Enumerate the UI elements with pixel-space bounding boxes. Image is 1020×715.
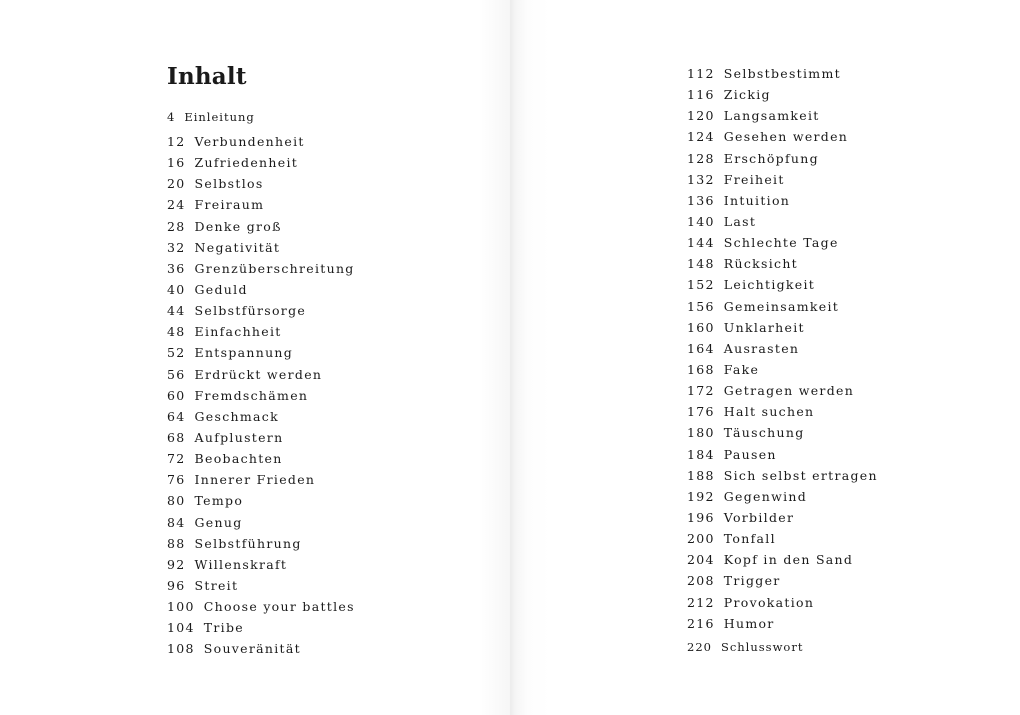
toc-page-number: 164 [687, 340, 715, 356]
toc-page-number: 28 [167, 218, 186, 234]
toc-entry-label: Fake [723, 361, 760, 377]
toc-entry-label: Selbstlos [194, 176, 264, 192]
toc-page-number: 56 [167, 366, 186, 382]
toc-page-number: 180 [687, 425, 715, 441]
toc-page-number: 128 [687, 150, 715, 166]
toc-entry [687, 148, 878, 169]
toc-entry-label: Sich selbst ertragen [723, 467, 878, 483]
toc-entry-label: Ausrasten [723, 340, 800, 356]
toc-entry [687, 380, 878, 401]
toc-entry-label: Souveränität [203, 641, 301, 657]
toc-entry [687, 338, 878, 359]
toc-entry [167, 385, 355, 406]
toc-entry [167, 427, 355, 448]
toc-page-number: 200 [687, 531, 715, 547]
toc-entry [687, 465, 878, 486]
toc-entry-label: Entspannung [194, 345, 294, 361]
toc-page-number: 52 [167, 345, 186, 361]
toc-entry [687, 549, 878, 570]
toc-entry-label: Grenzüberschreitung [194, 260, 355, 276]
toc-entry [687, 253, 878, 274]
toc-entry-label: Vorbilder [723, 509, 795, 525]
toc-entry [167, 554, 355, 575]
toc-entry [167, 533, 355, 554]
toc-page-number: 124 [687, 129, 715, 145]
toc-page-number: 92 [167, 556, 186, 572]
toc-page-number: 188 [687, 467, 715, 483]
toc-page-number: 68 [167, 429, 186, 445]
toc-entry [687, 126, 878, 147]
toc-entry-label: Denke groß [194, 218, 282, 234]
toc-entry [167, 237, 355, 258]
toc-page-number: 216 [687, 615, 715, 631]
toc-entry-label: Humor [723, 615, 775, 631]
toc-page-number: 152 [687, 277, 715, 293]
toc-entry [167, 512, 355, 533]
toc-entry [687, 317, 878, 338]
toc-entry [167, 406, 355, 427]
toc-entry-label: Erschöpfung [723, 150, 819, 166]
toc-entry [687, 592, 878, 613]
toc-entry-label: Langsamkeit [723, 108, 820, 124]
toc-entry [687, 232, 878, 253]
toc-entry-label: Verbundenheit [194, 134, 305, 149]
toc-entry [687, 296, 878, 317]
toc-page-number: 176 [687, 404, 715, 420]
toc-list-left [167, 131, 355, 660]
toc-page-number: 120 [687, 108, 715, 124]
toc-entry-label: Gesehen werden [723, 129, 849, 145]
toc-page-number: 208 [687, 573, 715, 589]
toc-entry-label: Intuition [723, 192, 791, 208]
toc-entry-label: Choose your battles [203, 599, 355, 615]
toc-entry [687, 613, 878, 634]
toc-page-number: 108 [167, 641, 195, 657]
toc-page-number: 160 [687, 319, 715, 335]
toc-entry [167, 300, 355, 321]
toc-entry-intro [167, 110, 255, 124]
toc-entry-label: Leichtigkeit [723, 277, 816, 293]
toc-entry [167, 152, 355, 173]
toc-page-number: 96 [167, 577, 186, 593]
toc-page-number: 20 [167, 176, 186, 192]
toc-entry [167, 258, 355, 279]
toc-entry-label: Zickig [723, 87, 771, 103]
toc-entry-label: Freiraum [194, 197, 265, 213]
toc-page-number: 184 [687, 446, 715, 462]
toc-page-number: 220 [687, 640, 712, 654]
toc-entry-label: Provokation [723, 594, 815, 610]
toc-page-number: 192 [687, 488, 715, 504]
toc-entry [687, 105, 878, 126]
toc-page-number: 172 [687, 383, 715, 399]
toc-page-number: 156 [687, 298, 715, 314]
toc-page-number: 12 [167, 134, 186, 149]
toc-entry [167, 490, 355, 511]
toc-page-number: 88 [167, 535, 186, 551]
toc-page-number: 212 [687, 594, 715, 610]
toc-page-number: 116 [687, 87, 715, 103]
toc-page-number: 112 [687, 66, 715, 81]
toc-entry-label: Pausen [723, 446, 777, 462]
toc-page-number: 148 [687, 256, 715, 272]
toc-entry-label: Getragen werden [723, 383, 855, 399]
toc-entry [687, 444, 878, 465]
toc-page-number: 76 [167, 472, 186, 488]
toc-entry-label: Schlechte Tage [723, 235, 839, 251]
toc-page-number: 136 [687, 192, 715, 208]
toc-page-number: 144 [687, 235, 715, 251]
toc-entry [687, 211, 878, 232]
toc-entry-label: Freiheit [723, 171, 785, 187]
toc-page-number: 80 [167, 493, 186, 509]
toc-page-number: 36 [167, 260, 186, 276]
toc-entry-label: Beobachten [194, 451, 283, 467]
toc-entry-label: Einleitung [184, 110, 255, 124]
toc-entry-label: Kopf in den Sand [723, 552, 854, 568]
toc-entry-label: Geduld [194, 281, 248, 297]
toc-entry-label: Last [723, 213, 757, 229]
toc-entry [687, 169, 878, 190]
toc-entry [167, 596, 355, 617]
toc-page-number: 196 [687, 509, 715, 525]
toc-page-number: 4 [167, 110, 176, 124]
toc-entry-label: Zufriedenheit [194, 155, 299, 171]
toc-page-number: 104 [167, 620, 195, 636]
toc-page-number: 100 [167, 599, 195, 615]
toc-entry-label: Täuschung [723, 425, 805, 441]
toc-entry-label: Gegenwind [723, 488, 808, 504]
toc-page-number: 72 [167, 451, 186, 467]
toc-page-number: 16 [167, 155, 186, 171]
toc-entry-label: Selbstfürsorge [194, 303, 307, 319]
toc-entry [167, 342, 355, 363]
toc-entry-label: Aufplustern [194, 429, 284, 445]
toc-entry [687, 274, 878, 295]
toc-entry-label: Willenskraft [194, 556, 288, 572]
toc-entry [167, 131, 355, 152]
toc-entry-label: Streit [194, 577, 239, 593]
toc-entry-label: Selbstführung [194, 535, 302, 551]
toc-entry [687, 422, 878, 443]
toc-entry [687, 359, 878, 380]
toc-entry-label: Innerer Frieden [194, 472, 316, 488]
toc-entry [687, 528, 878, 549]
toc-entry-label: Negativität [194, 239, 281, 255]
toc-entry [167, 194, 355, 215]
toc-entry [167, 279, 355, 300]
page-title: Inhalt [167, 63, 247, 90]
toc-entry-label: Tonfall [723, 531, 776, 547]
toc-page-number: 32 [167, 239, 186, 255]
toc-entry [167, 216, 355, 237]
toc-page-number: 132 [687, 171, 715, 187]
toc-page-number: 60 [167, 387, 186, 403]
toc-entry-label: Genug [194, 514, 243, 530]
toc-entry [687, 84, 878, 105]
toc-page-number: 204 [687, 552, 715, 568]
toc-entry [687, 401, 878, 422]
toc-entry-label: Selbstbestimmt [723, 66, 841, 81]
toc-entry [167, 469, 355, 490]
toc-entry [687, 190, 878, 211]
toc-page-number: 140 [687, 213, 715, 229]
toc-entry [167, 448, 355, 469]
toc-page-number: 84 [167, 514, 186, 530]
toc-entry [167, 575, 355, 596]
toc-page-number: 64 [167, 408, 186, 424]
toc-entry [167, 638, 355, 659]
toc-entry [167, 321, 355, 342]
toc-entry-label: Tribe [203, 620, 244, 636]
toc-entry-label: Tempo [194, 493, 244, 509]
toc-entry [687, 63, 878, 84]
toc-entry-label: Gemeinsamkeit [723, 298, 840, 314]
toc-entry [167, 364, 355, 385]
toc-entry-label: Erdrückt werden [194, 366, 323, 382]
toc-entry-label: Geschmack [194, 408, 279, 424]
toc-page-number: 24 [167, 197, 186, 213]
toc-entry-label: Trigger [723, 573, 781, 589]
toc-entry [687, 570, 878, 591]
toc-list-right [687, 63, 878, 634]
toc-entry-label: Fremdschämen [194, 387, 309, 403]
toc-entry [687, 486, 878, 507]
toc-page-number: 40 [167, 281, 186, 297]
toc-entry-label: Unklarheit [723, 319, 805, 335]
toc-page-number: 48 [167, 324, 186, 340]
toc-entry-outro [687, 640, 803, 654]
toc-entry-label: Halt suchen [723, 404, 815, 420]
toc-page-number: 168 [687, 361, 715, 377]
toc-entry [167, 617, 355, 638]
toc-entry-label: Rücksicht [723, 256, 798, 272]
toc-entry [687, 507, 878, 528]
toc-page-number: 44 [167, 303, 186, 319]
toc-entry-label: Schlusswort [720, 640, 804, 654]
toc-entry [167, 173, 355, 194]
toc-entry-label: Einfachheit [194, 324, 282, 340]
